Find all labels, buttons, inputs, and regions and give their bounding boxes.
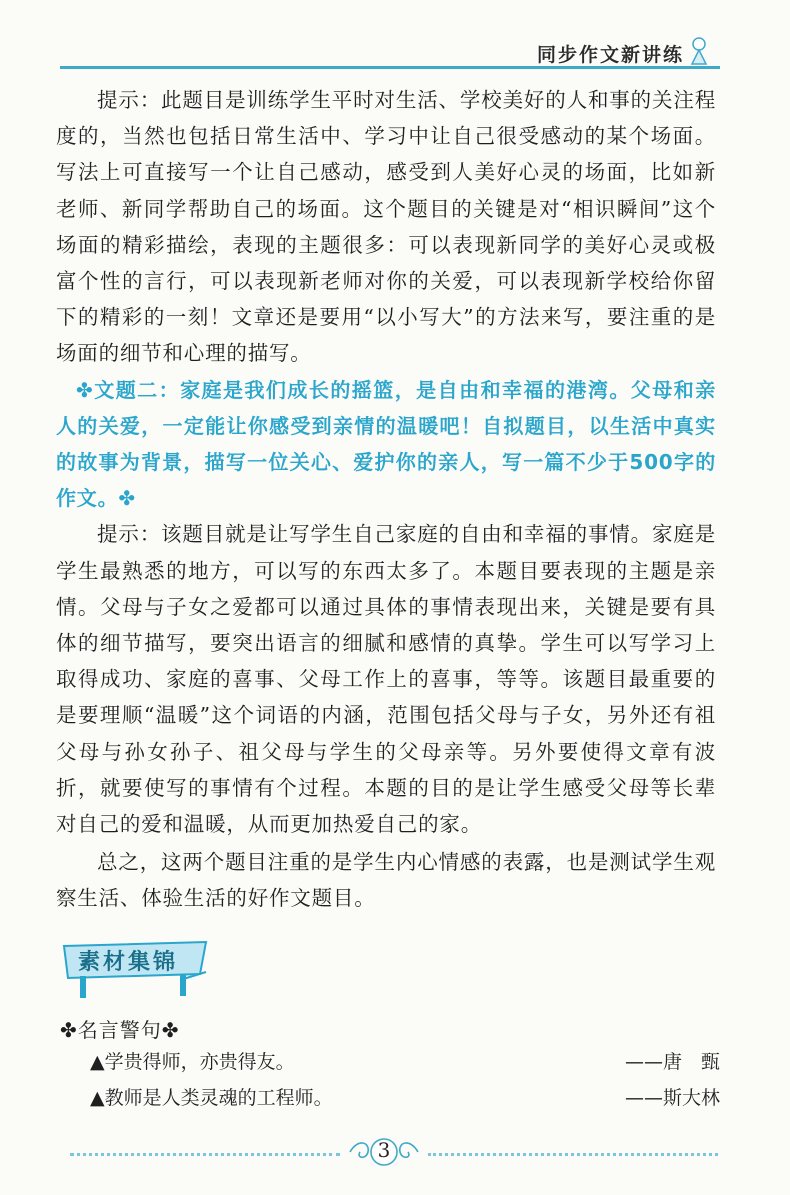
hint-paragraph-2: 提示：该题目就是让写学生自己家庭的自由和幸福的事情。家庭是学生最熟悉的地方，可以写的东西太多了。本题目要表现的主题是亲情。父母与子女之爱都可以通过具体的事情表现出来，关键是要有具体的细节描写，要突出语言的细腻和感情的真挚。学生可以写学习上取得成功、家庭的喜事、父母工作上的喜事，等等。该题目最重要的是要理顺“温暖”这个词语的内涵，范围包括父母与子女，另外还有祖父母与孙女孙子、祖父母与学生的父母亲等。另外要使得文章有波折，就要使写的事情有个过程。本题的目的是让学生感受父母等长辈对自己的爱和温暖，从而更加热爱自己的家。 bbox=[56, 522, 716, 837]
quote-text: ▲学贵得师，亦贵得友。 bbox=[90, 1051, 295, 1073]
section-banner-label: 素材集锦 bbox=[78, 950, 179, 975]
flower-icon: ✤ bbox=[76, 377, 94, 402]
flower-icon: ✤ bbox=[118, 486, 136, 511]
girl-mascot-icon bbox=[688, 36, 710, 66]
quote-author: ——唐 甄 bbox=[624, 1051, 720, 1073]
main-content bbox=[56, 82, 716, 917]
footer-dotted-line-right bbox=[428, 1153, 718, 1158]
task-prompt-2 bbox=[56, 372, 716, 517]
summary-paragraph: 总之，这两个题目注重的是学生内心情感的表露，也是测试学生观察生活、体验生活的好作文题目。 bbox=[56, 850, 716, 911]
task-prompt-2-text: 文题二：家庭是我们成长的摇篮，是自由和幸福的港湾。父母和亲人的关爱，一定能让你感受到亲情的温暖吧！自拟题目，以生活中真实的故事为背景，描写一位关心、爱护你的亲人，写一篇不少于500字的作文。 bbox=[56, 377, 716, 511]
quote-text: ▲教师是人类灵魂的工程师。 bbox=[90, 1087, 333, 1109]
quotes-section-title: ✤名言警句✤ bbox=[60, 1018, 180, 1042]
footer-dotted-line-left bbox=[70, 1153, 340, 1158]
hint-paragraph-1: 提示：此题目是训练学生平时对生活、学校美好的人和事的关注程度的，当然也包括日常生活中、学习中让自己很受感动的某个场面。写法上可直接写一个让自己感动，感受到人美好心灵的场面，比如新老师、新同学帮助自己的场面。这个题目的关键是对“相识瞬间”这个场面的精彩描绘，表现的主题很多：可以表现新同学的美好心灵或极富个性的言行，可以表现新老师对你的关爱，可以表现新学校给你留下的精彩的一刻！文章还是要用“以小写大”的方法来写，要注重的是场面的细节和心理的描写。 bbox=[56, 88, 716, 366]
page-number: 3 bbox=[377, 1138, 391, 1162]
quote-author: ——斯大林 bbox=[624, 1087, 720, 1109]
book-title: 同步作文新讲练 bbox=[536, 44, 684, 66]
